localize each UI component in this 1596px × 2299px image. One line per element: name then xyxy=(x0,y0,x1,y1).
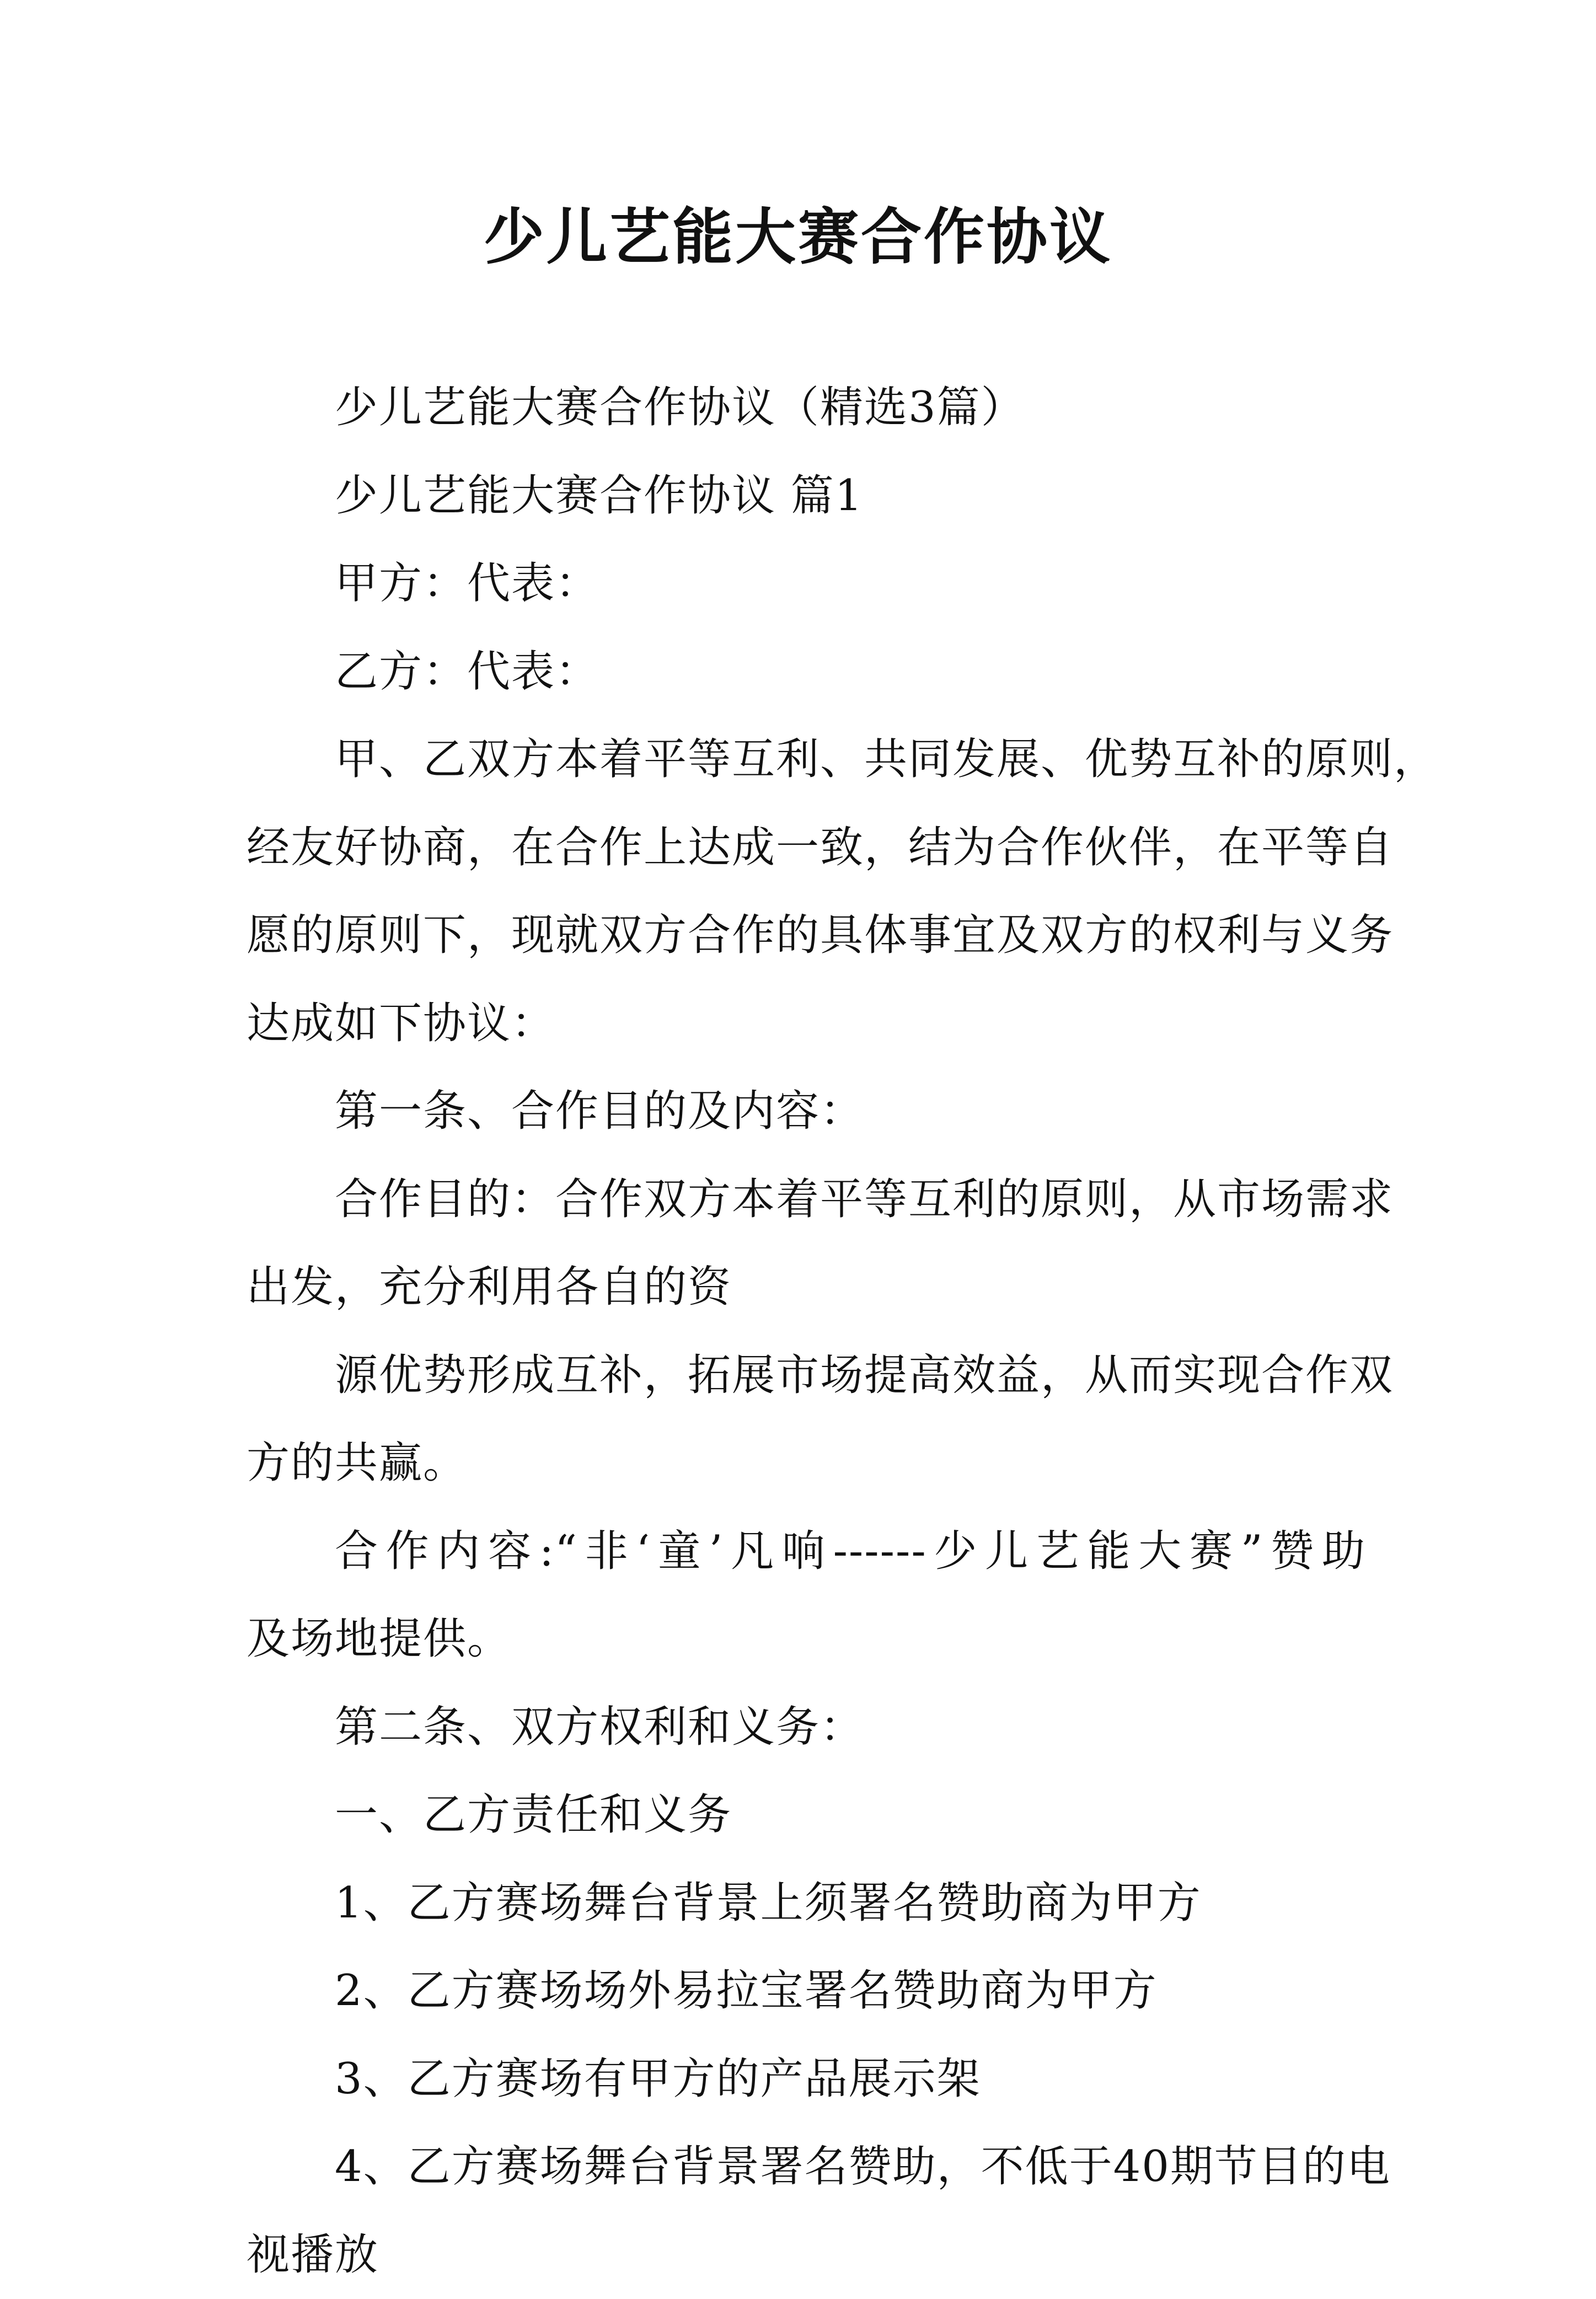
paragraph-line: 第一条、合作目的及内容： xyxy=(247,1068,1366,1156)
paragraph-line: 第二条、双方权利和义务： xyxy=(247,1684,1366,1772)
paragraph-line: 甲、乙双方本着平等互利、共同发展、优势互补的原则， xyxy=(247,716,1366,804)
paragraph-line: 合作内容:“非‘童’凡响------少儿艺能大赛”赞助 xyxy=(247,1508,1366,1596)
paragraph-line: 方的共赢。 xyxy=(247,1419,1366,1508)
paragraph-line: 达成如下协议： xyxy=(247,980,1366,1068)
paragraph-line: 2、乙方赛场场外易拉宝署名赞助商为甲方 xyxy=(247,1947,1366,2035)
paragraph-line: 一、乙方责任和义务 xyxy=(247,1771,1366,1859)
paragraph-line: 愿的原则下，现就双方合作的具体事宜及双方的权利与义务 xyxy=(247,892,1366,980)
paragraph-line: 1、乙方赛场舞台背景上须署名赞助商为甲方 xyxy=(247,1859,1366,1948)
document-body xyxy=(247,364,1366,2299)
paragraph-line: 乙方：代表： xyxy=(247,628,1366,716)
paragraph-line: 少儿艺能大赛合作协议 篇1 xyxy=(247,452,1366,540)
paragraph-line: 少儿艺能大赛合作协议（精选3篇） xyxy=(247,364,1366,452)
paragraph-line: 及场地提供。 xyxy=(247,1595,1366,1684)
paragraph-line: 合作目的：合作双方本着平等互利的原则，从市场需求 xyxy=(247,1156,1366,1244)
paragraph-line: 视播放 xyxy=(247,2211,1366,2299)
paragraph-line: 源优势形成互补，拓展市场提高效益，从而实现合作双 xyxy=(247,1332,1366,1420)
paragraph-line: 甲方：代表： xyxy=(247,540,1366,628)
paragraph-line: 4、乙方赛场舞台背景署名赞助，不低于40期节目的电 xyxy=(247,2123,1366,2211)
paragraph-line: 出发，充分利用各自的资 xyxy=(247,1244,1366,1332)
paragraph-line: 经友好协商，在合作上达成一致，结为合作伙伴，在平等自 xyxy=(247,804,1366,892)
document-title: 少儿艺能大赛合作协议 xyxy=(0,196,1596,278)
paragraph-line: 3、乙方赛场有甲方的产品展示架 xyxy=(247,2035,1366,2124)
